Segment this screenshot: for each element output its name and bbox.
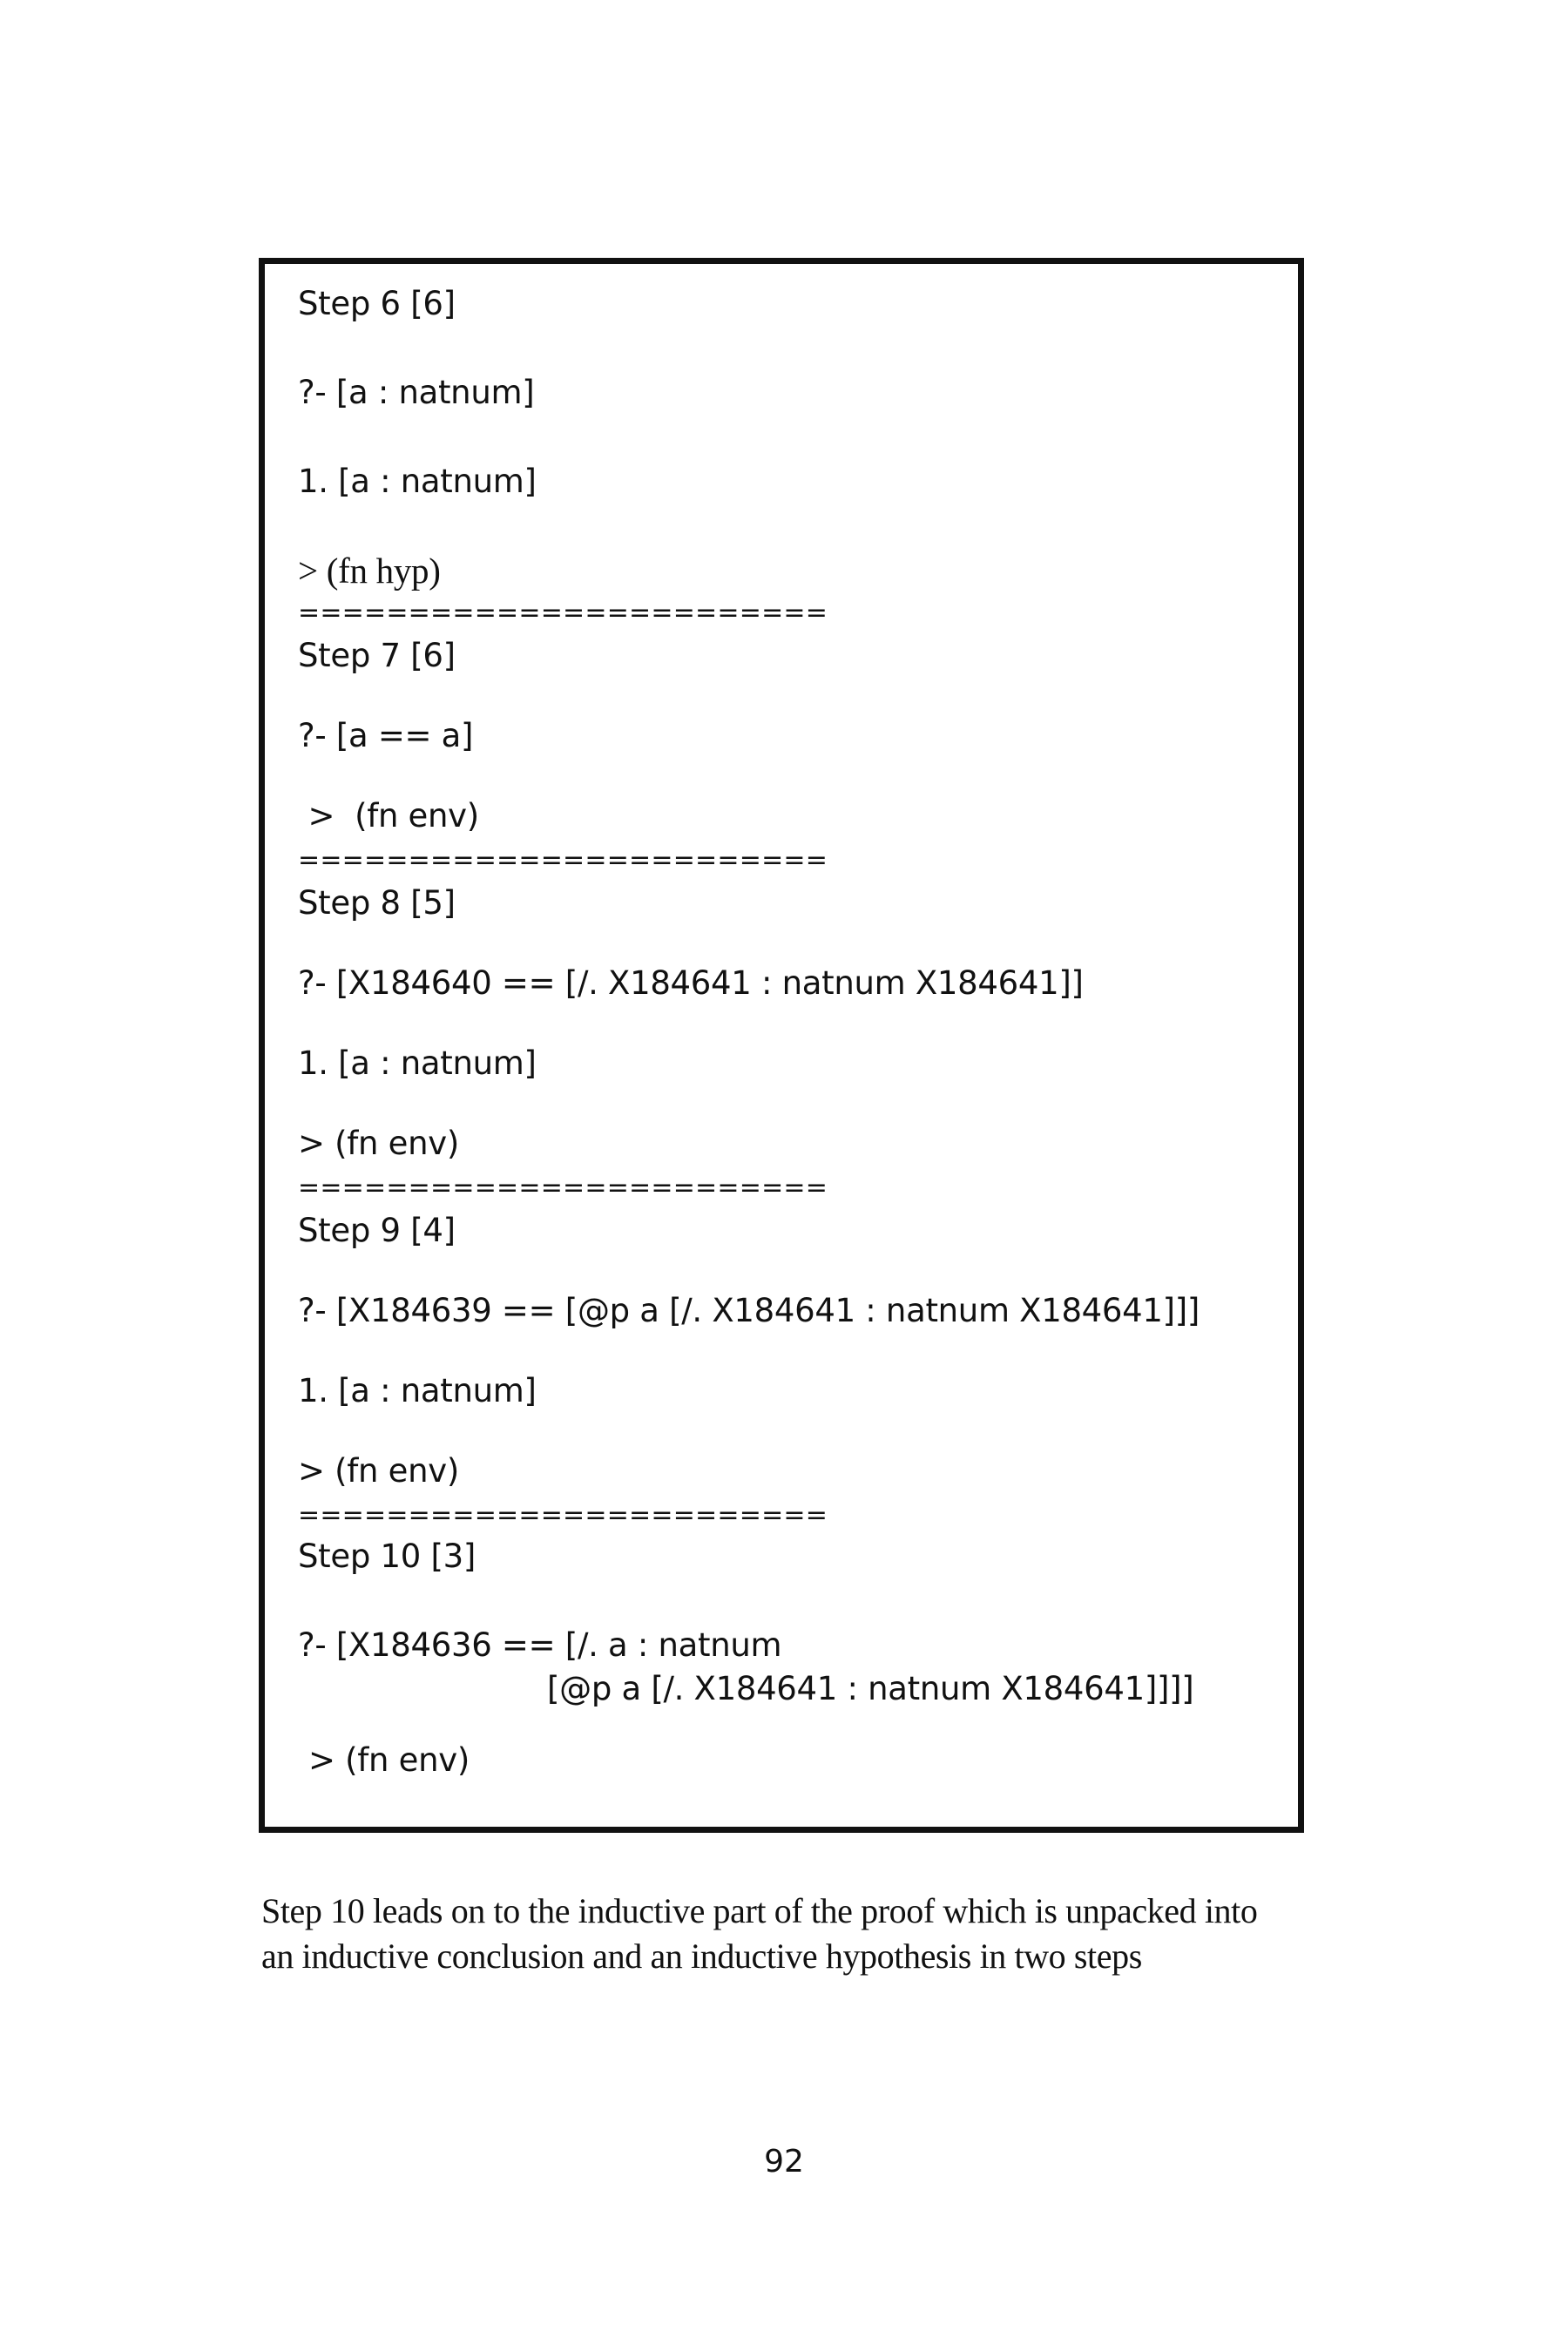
step-6-heading: Step 6 [6] [298, 285, 456, 322]
step-10-heading: Step 10 [3] [298, 1538, 476, 1575]
caption-line-1: Step 10 leads on to the inductive part of the proof which is unpacked into [261, 1891, 1258, 1930]
step-10-goal-line-1: ?- [X184636 == [/. a : natnum [298, 1626, 782, 1664]
step-8-heading: Step 8 [5] [298, 884, 456, 922]
step-7-command: > (fn env) [298, 797, 479, 835]
step-7-heading: Step 7 [6] [298, 637, 456, 674]
step-10-goal-line-2: [@p a [/. X184641 : natnum X184641]]]] [547, 1670, 1194, 1707]
proof-trace-box [259, 258, 1304, 1833]
step-6-goal: ?- [a : natnum] [298, 374, 535, 411]
step-9-command: > (fn env) [298, 1452, 459, 1490]
caption-line-2: an inductive conclusion and an inductive hypothesis in two steps [261, 1936, 1142, 1976]
separator-line: ======================== [298, 1503, 828, 1529]
separator-line: ======================== [298, 600, 828, 626]
page-number: 92 [764, 2144, 804, 2180]
separator-line: ======================== [298, 1175, 828, 1201]
step-8-hypothesis: 1. [a : natnum] [298, 1044, 537, 1082]
step-7-goal: ?- [a == a] [298, 717, 474, 754]
step-8-command: > (fn env) [298, 1125, 459, 1162]
step-9-goal: ?- [X184639 == [@p a [/. X184641 : natnum X184641]]] [298, 1292, 1200, 1329]
step-9-hypothesis: 1. [a : natnum] [298, 1372, 537, 1409]
step-6-command: > (fn hyp) [298, 551, 441, 591]
step-9-heading: Step 9 [4] [298, 1212, 456, 1249]
step-8-goal: ?- [X184640 == [/. X184641 : natnum X184641]] [298, 964, 1084, 1002]
separator-line: ======================== [298, 848, 828, 874]
step-6-hypothesis: 1. [a : natnum] [298, 463, 537, 500]
caption-paragraph [261, 1889, 1324, 1979]
step-10-command: > (fn env) [308, 1741, 470, 1779]
